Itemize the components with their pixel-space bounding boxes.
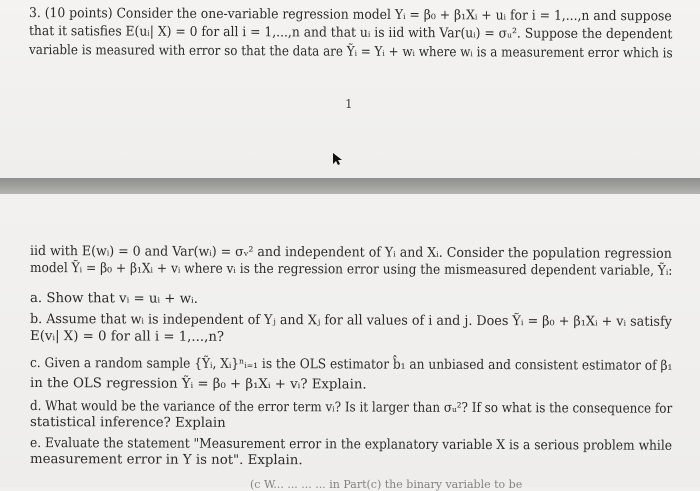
page-divider [0,178,700,194]
question-line-1: 3. (10 points) Consider the one-variable regression model Yᵢ = β₀ + β₁Xᵢ + uᵢ for i = 1,...,n and suppose [28,6,672,25]
part-d-line-1: d. What would be the variance of the error term vᵢ? Is it larger than σᵤ²? If so what is the consequence for [29,399,673,417]
page-number: 1 [345,97,353,111]
question-line-2: that it satisfies E(uᵢ| X) = 0 for all i = 1,...,n and that uᵢ is iid with Var(uᵢ) = σᵤ². Suppose the dependent [28,24,673,43]
intro-line-2: model Ỹᵢ = β₀ + β₁Xᵢ + vᵢ where vᵢ is the regression error using the mismeasured dependent variable, Ỹᵢ: [29,261,673,279]
part-d-line-2: statistical inference? Explain [29,415,226,431]
intro-line-1: iid with E(wᵢ) = 0 and Var(wᵢ) = σᵥ² and independent of Yᵢ and Xᵢ. Consider the population regression [29,244,672,262]
part-b-line-1: b. Assume that wᵢ is independent of Yⱼ and Xⱼ for all values of i and j. Does Ỹᵢ = β₀ + β₁Xᵢ + vᵢ satisfy [29,312,672,330]
part-c-line-1: c. Given a random sample {Ỹᵢ, Xᵢ}ⁿᵢ₌₁ is the OLS estimator b̂₁ an unbiased and consistent estimator of β₁ [29,356,673,374]
part-b-line-2: E(vᵢ| X) = 0 for all i = 1,...,n? [29,329,225,345]
cut-off-footer-text: (c W... ... ... ... in Part(c) the binary variable to be [250,478,523,491]
mouse-pointer-icon [331,152,343,166]
part-e-line-2: measurement error in Y is not". Explain. [29,452,303,469]
bottom-page [0,194,700,487]
top-page [0,0,700,178]
part-c-line-2: in the OLS regression Ỹᵢ = β₀ + β₁Xᵢ + vᵢ? Explain. [29,376,367,393]
part-a: a. Show that vᵢ = uᵢ + wᵢ. [29,291,199,307]
part-e-line-1: e. Evaluate the statement "Measurement error in the explanatory variable X is a serious problem while [29,436,673,454]
question-line-3: variable is measured with error so that the data are Ỹᵢ = Yᵢ + wᵢ where wᵢ is a measurement error which is [28,43,673,62]
